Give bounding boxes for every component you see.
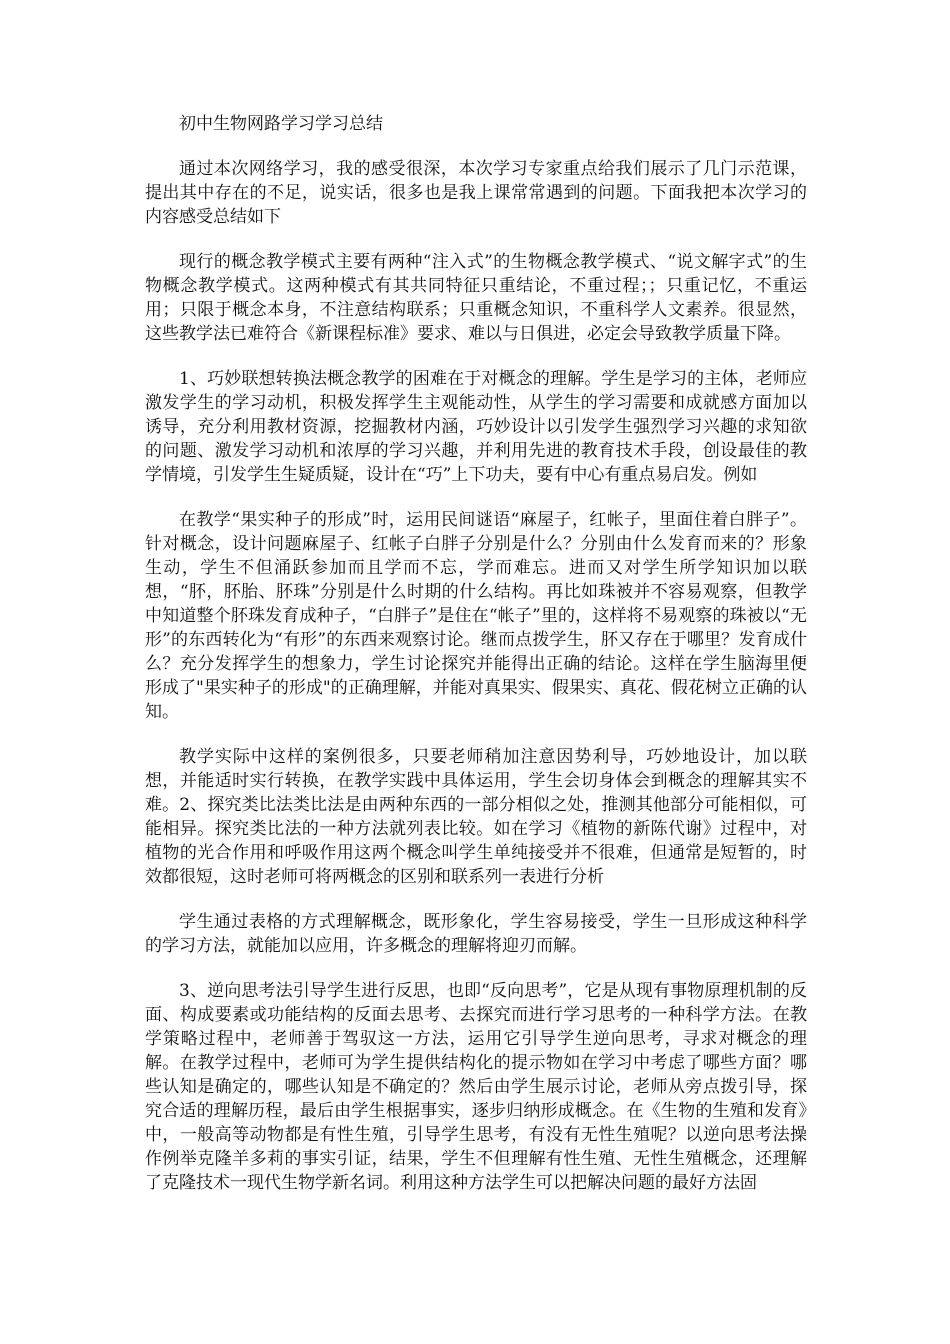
paragraph-table-understanding: 学生通过表格的方式理解概念，既形象化，学生容易接受，学生一旦形成这种科学的学习方法，就能加以应用，许多概念的理解将迎刃而解。 <box>145 912 807 956</box>
paragraph-analogy-method: 教学实际中这样的案例很多，只要老师稍加注意因势利导，巧妙地设计，加以联想，并能适时实行转换，在教学实践中具体运用，学生会切身体会到概念的理解其实不难。2、探究类比法类比法是由两种东西的一部分相似之处，推测其他部分可能相似，可能相异。探究类比法的一种方法就列表比较。如在学习《植物的新陈代谢》过程中，对植物的光合作用和呼吸作用这两个概念叫学生单纯接受并不很难，但通常是短暂的，时效都很短，这时老师可将两概念的区别和联系列一表进行分析 <box>145 747 807 887</box>
document-title: 初中生物网路学习学习总结 <box>179 114 383 134</box>
document-page <box>145 112 807 1216</box>
paragraph-fruit-seed-example: 在教学“果实种子的形成”时，运用民间谜语“麻屋子，红帐子，里面住着白胖子”。针对概念，设计问题麻屋子、红帐子白胖子分别是什么？分别由什么发育而来的？形象生动，学生不但涌跃参加而且学而不忘，学而难忘。进而又对学生所学知识加以联想，“肧，肧胎、肧珠”分别是什么时期的什么结构。再比如珠被并不容易观察，但教学中知道整个肧珠发育成种子，“白胖子”是住在“帐子”里的，这样将不易观察的珠被以“无形”的东西转化为“有形”的东西来观察讨论。继而点拨学生，肧又存在于哪里？发育成什么？充分发挥学生的想象力，学生讨论探究并能得出正确的结论。这样在学生脑海里便形成了"果实种子的形成"的正确理解，并能对真果实、假果实、真花、假花树立正确的认知。 <box>145 510 807 722</box>
paragraph-reverse-thinking: 3、逆向思考法引导学生进行反思，也即“反向思考”，它是从现有事物原理机制的反面、构成要素或功能结构的反面去思考、去探究而进行学习思考的一种科学方法。在教学策略过程中，老师善于驾驭这一方法，运用它引导学生逆向思考，寻求对概念的理解。在教学过程中，老师可为学生提供结构化的提示物如在学习中考虑了哪些方面？哪些认知是确定的，哪些认知是不确定的？然后由学生展示讨论，老师从旁点拨引导，探究合适的理解历程，最后由学生根据事实，逐步归纳形成概念。在《生物的生殖和发育》中，一般高等动物都是有性生殖，引导学生思考，有没有无性生殖呢？以逆向思考法操作例举克隆羊多莉的事实引证，结果，学生不但理解有性生殖、无性生殖概念，还理解了克隆技术一现代生物学新名词。利用这种方法学生可以把解决问题的最好方法固 <box>145 981 807 1193</box>
paragraph-association-method: 1、巧妙联想转换法概念教学的困难在于对概念的理解。学生是学习的主体，老师应激发学生的学习动机，积极发挥学生主观能动性，从学生的学习需要和成就感方面加以诱导，充分利用教材资源，挖掘教材内涵，巧妙设计以引发学生强烈学习兴趣的求知欲的问题、激发学习动机和浓厚的学习兴趣，并利用先进的教育技术手段，创设最佳的教学情境，引发学生生疑质疑，设计在“巧”上下功夫，要有中心有重点易启发。例如 <box>145 369 807 485</box>
paragraph-intro: 通过本次网络学习，我的感受很深，本次学习专家重点给我们展示了几门示范课，提出其中存在的不足，说实话，很多也是我上课常常遇到的问题。下面我把本次学习的内容感受总结如下 <box>145 159 807 227</box>
paragraph-teaching-models: 现行的概念教学模式主要有两种“注入式”的生物概念教学模式、“说文解字式”的生物概念教学模式。这两种模式有其共同特征只重结论，不重过程；；只重记忆，不重运用；只限于概念本身，不注意结构联系；只重概念知识，不重科学人文素养。很显然，这些教学法已难符合《新课程标准》要求、难以与日俱进，必定会导致教学质量下降。 <box>145 252 807 344</box>
